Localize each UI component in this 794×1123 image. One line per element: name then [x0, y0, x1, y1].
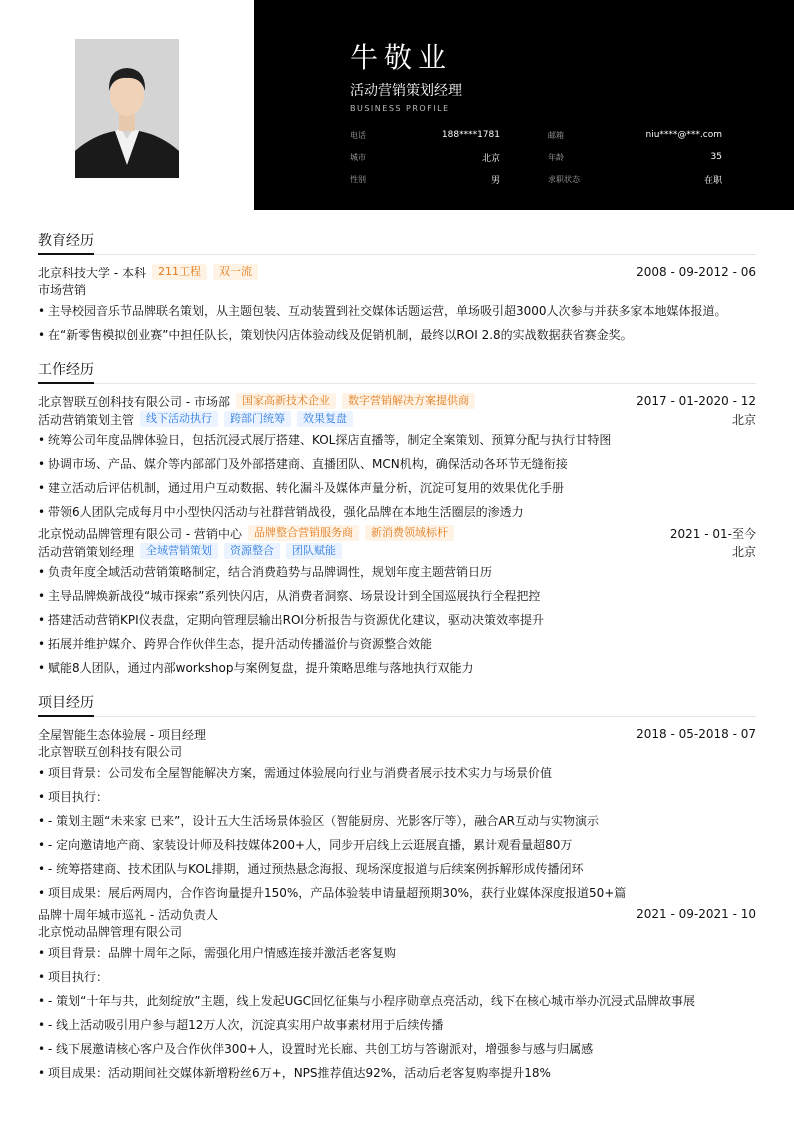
- school-tag: 211工程: [152, 264, 207, 280]
- project-date: 2018 - 05-2018 - 07: [636, 727, 756, 741]
- section-header: [38, 694, 756, 717]
- position-tag: 团队赋能: [286, 543, 342, 559]
- bullet-item: • 主导校园音乐节品牌联名策划，从主题包装、互动装置到社交媒体话题运营，单场吸引超3000人次参与并获多家本地媒体报道。: [38, 299, 756, 323]
- project-company: 北京智联互创科技有限公司: [38, 745, 183, 759]
- project-row: [38, 905, 756, 923]
- project-name: 品牌十周年城市巡礼 - 活动负责人: [38, 907, 218, 922]
- section-title: 项目经历: [38, 693, 94, 717]
- project-entry: [38, 725, 756, 905]
- position-tag: 资源整合: [224, 543, 280, 559]
- profile-photo: [75, 39, 179, 178]
- bullet-item: • 项目执行：: [38, 965, 756, 989]
- bullet-item: • 项目成果：活动期间社交媒体新增粉丝6万+，NPS推荐值达92%，活动后老客复购率提升18%: [38, 1061, 756, 1085]
- bullet-item: • 建立活动后评估机制，通过用户互动数据、转化漏斗及媒体声量分析，沉淀可复用的效果优化手册: [38, 476, 756, 500]
- company-name: 北京智联互创科技有限公司 - 市场部: [38, 394, 230, 409]
- info-gender: [350, 168, 524, 190]
- bullet-item: • 主导品牌焕新战役“城市探索”系列快闪店，从消费者洞察、场景设计到全国巡展执行全程把控: [38, 584, 756, 608]
- job-date: 2017 - 01-2020 - 12: [636, 394, 756, 408]
- position-name: 活动营销策划经理: [38, 544, 135, 559]
- bullet-item: • 赋能8人团队，通过内部workshop与案例复盘，提升策略思维与落地执行双能力: [38, 656, 756, 680]
- info-phone: [350, 124, 524, 146]
- school-tag: 双一流: [213, 264, 258, 280]
- bullet-item: • - 统筹搭建商、技术团队与KOL排期，通过预热悬念海报、现场深度报道与后续案例拆解形成传播闭环: [38, 857, 756, 881]
- portrait-image: [75, 39, 179, 178]
- education-row: [38, 263, 756, 281]
- bullet-item: • 在“新零售模拟创业赛”中担任队长，策划快闪店体验动线及促销机制，最终以ROI 2.8的实战数据获省赛金奖。: [38, 323, 756, 347]
- company-row: [38, 392, 756, 410]
- bullet-item: • 负责年度全域活动营销策略制定，结合消费趋势与品牌调性，规划年度主题营销日历: [38, 560, 756, 584]
- info-job-status: [524, 168, 722, 190]
- info-label: 电话: [350, 130, 366, 140]
- position-row: [38, 410, 756, 428]
- bullet-item: • - 定向邀请地产商、家装设计师及科技媒体200+人，同步开启线上云逛展直播，累计观看量超80万: [38, 833, 756, 857]
- project-bullets: [38, 941, 756, 1085]
- bullet-item: • - 线下展邀请核心客户及合作伙伴300+人，设置时光长廊、共创工坊与答谢派对，增强参与感与归属感: [38, 1037, 756, 1061]
- header-banner: [254, 0, 794, 210]
- info-label: 邮箱: [548, 130, 564, 140]
- project-entry: [38, 905, 756, 1085]
- company-tag: 新消费领域标杆: [365, 525, 454, 541]
- contact-info-grid: [350, 124, 722, 190]
- bullet-item: • 带领6人团队完成每月中小型快闪活动与社群营销战役，强化品牌在本地生活圈层的渗透力: [38, 500, 756, 524]
- position-tag: 效果复盘: [297, 411, 353, 427]
- bullet-item: • 统筹公司年度品牌体验日，包括沉浸式展厅搭建、KOL探店直播等，制定全案策划、预算分配与执行甘特图: [38, 428, 756, 452]
- section-header: [38, 232, 756, 255]
- bullet-item: • 拓展并维护媒介、跨界合作伙伴生态，提升活动传播溢价与资源整合效能: [38, 632, 756, 656]
- header-photo-panel: [0, 0, 254, 210]
- info-email: [524, 124, 722, 146]
- job-title: 活动营销策划经理: [350, 83, 462, 99]
- project-bullets: [38, 761, 756, 905]
- bullet-item: • - 线上活动吸引用户参与超12万人次，沉淀真实用户故事素材用于后续传播: [38, 1013, 756, 1037]
- projects-section: [38, 694, 756, 1085]
- info-label: 性别: [350, 174, 366, 184]
- info-label: 求职状态: [548, 174, 580, 184]
- education-bullets: [38, 299, 756, 347]
- profile-subtitle: BUSINESS PROFILE: [350, 104, 450, 113]
- info-value: 在职: [703, 175, 722, 186]
- education-section: [38, 232, 756, 347]
- info-label: 年龄: [548, 152, 564, 162]
- project-company: 北京悦动品牌管理有限公司: [38, 925, 183, 939]
- job-bullets: [38, 428, 756, 524]
- position-tag: 线下活动执行: [140, 411, 218, 427]
- section-title: 教育经历: [38, 231, 94, 255]
- project-row: [38, 725, 756, 743]
- bullet-item: • 项目成果：展后两周内，合作咨询量提升150%，产品体验装申请量超预期30%，获行业媒体深度报道50+篇: [38, 881, 756, 905]
- section-title: 工作经历: [38, 360, 94, 384]
- info-value: 北京: [481, 153, 500, 164]
- position-row: [38, 542, 756, 560]
- project-name: 全屋智能生态体验展 - 项目经理: [38, 727, 206, 742]
- job-date: 2021 - 01-至今: [669, 526, 756, 541]
- position-tag: 全域营销策划: [140, 543, 218, 559]
- school-name: 北京科技大学 - 本科: [38, 265, 146, 280]
- section-header: [38, 361, 756, 384]
- info-city: [350, 146, 524, 168]
- job-entry: [38, 392, 756, 524]
- job-city: 北京: [731, 412, 756, 427]
- bullet-item: • 协调市场、产品、媒介等内部部门及外部搭建商、直播团队、MCN机构，确保活动各环节无缝衔接: [38, 452, 756, 476]
- project-date: 2021 - 09-2021 - 10: [636, 907, 756, 921]
- work-section: [38, 361, 756, 680]
- position-name: 活动营销策划主管: [38, 412, 135, 427]
- info-value: 男: [490, 175, 500, 186]
- job-city: 北京: [731, 544, 756, 559]
- company-tag: 数字营销解决方案提供商: [342, 393, 475, 409]
- education-date: 2008 - 09-2012 - 06: [636, 265, 756, 279]
- info-value: 188****1781: [441, 130, 500, 140]
- bullet-item: • 项目背景：公司发布全屋智能解决方案，需通过体验展向行业与消费者展示技术实力与场景价值: [38, 761, 756, 785]
- info-value: 35: [710, 152, 722, 162]
- info-value: niu****@***.com: [645, 130, 722, 140]
- bullet-item: • 项目执行：: [38, 785, 756, 809]
- company-row: [38, 524, 756, 542]
- bullet-item: • 项目背景：品牌十周年之际，需强化用户情感连接并激活老客复购: [38, 941, 756, 965]
- resume-content: [38, 232, 756, 1099]
- company-name: 北京悦动品牌管理有限公司 - 营销中心: [38, 526, 242, 541]
- major: 市场营销: [38, 283, 87, 297]
- bullet-item: • - 策划“十年与共，此刻绽放”主题，线上发起UGC回忆征集与小程序勋章点亮活动，线下在核心城市举办沉浸式品牌故事展: [38, 989, 756, 1013]
- candidate-name: 牛敬业: [350, 41, 453, 74]
- info-label: 城市: [350, 152, 366, 162]
- job-entry: [38, 524, 756, 680]
- company-tag: 品牌整合营销服务商: [248, 525, 359, 541]
- company-tag: 国家高新技术企业: [236, 393, 336, 409]
- bullet-item: • - 策划主题“未来家 已来”，设计五大生活场景体验区（智能厨房、光影客厅等），融合AR互动与实物演示: [38, 809, 756, 833]
- bullet-item: • 搭建活动营销KPI仪表盘，定期向管理层输出ROI分析报告与资源优化建议，驱动决策效率提升: [38, 608, 756, 632]
- job-bullets: [38, 560, 756, 680]
- position-tag: 跨部门统筹: [224, 411, 291, 427]
- info-age: [524, 146, 722, 168]
